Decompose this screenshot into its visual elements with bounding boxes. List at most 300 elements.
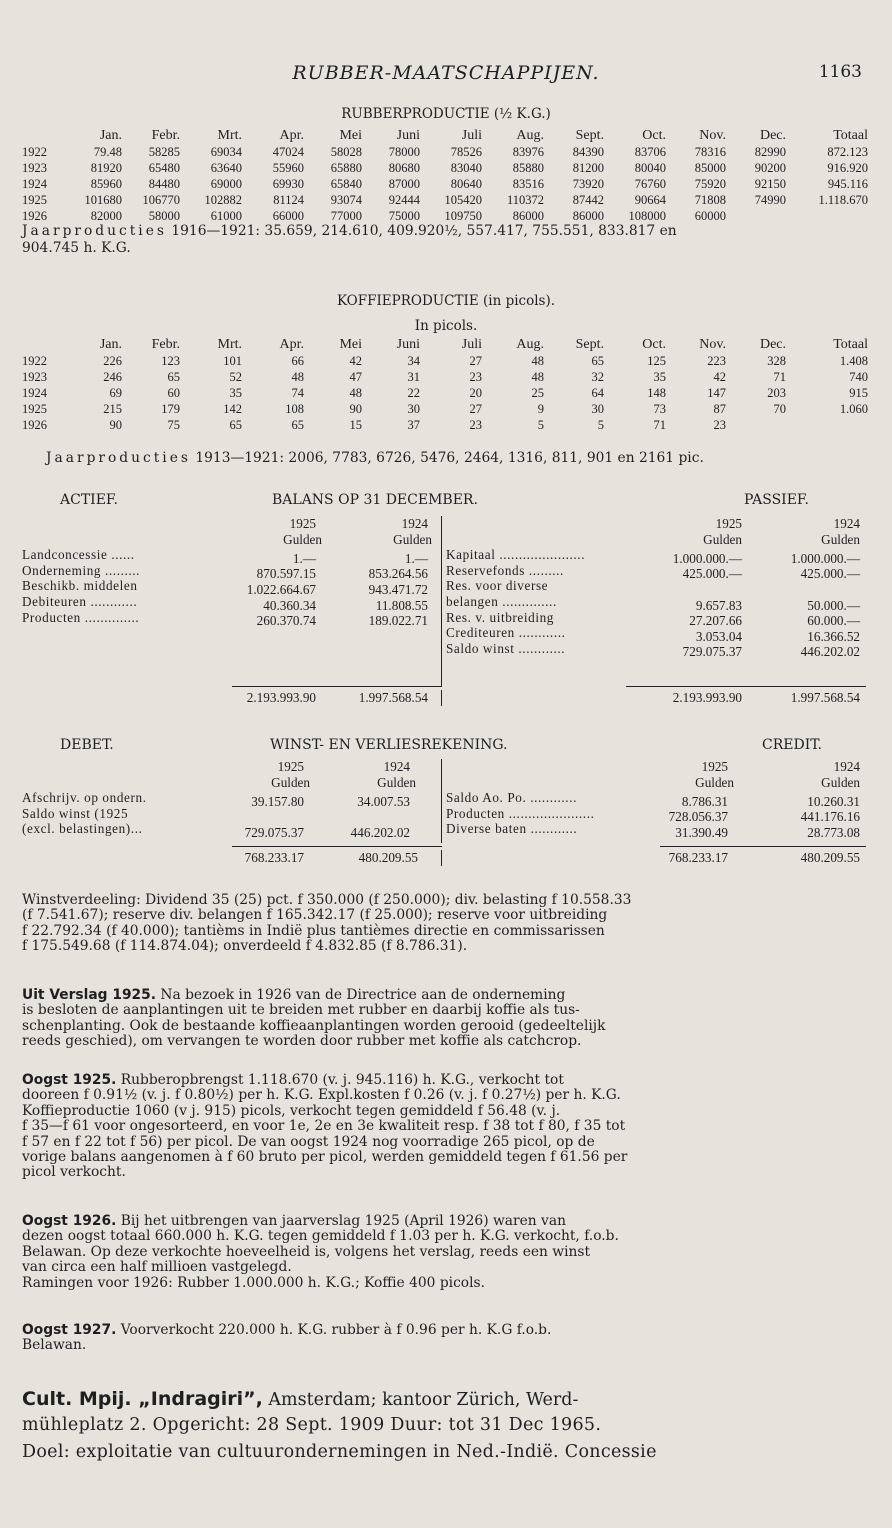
ledger-value-1925: 1.022.664.67 [246,581,316,597]
ledger-value-1924: 1.— [404,550,428,566]
value-cell: 48 [349,386,362,400]
jaarproductie-label: Jaarproducties [46,450,191,466]
value-cell: 27 [469,354,482,368]
value-cell: 58285 [148,145,180,159]
value-cell: 52 [229,370,242,384]
column-header: Totaal [833,336,868,352]
value-cell: 945.116 [827,177,868,191]
jaarproductie-text: 1916—1921: 35.659, 214.610, 409.920½, 557.417, 755.551, 833.817 en [171,223,677,239]
value-cell: 58028 [330,145,362,159]
ledger-value-1925: 728.056.37 [668,809,728,825]
value-cell: 83040 [450,161,482,175]
table-row [22,208,868,224]
rubber-jaarproductie [22,223,677,239]
ledger-value-1924: 1.000.000.— [790,550,860,566]
winst-divider [441,759,442,843]
column-header: Nov. [699,127,726,143]
company-entry-line3: Doel: exploitatie van cultuurondernemingen in Ned.-Indië. Concessie [22,1442,657,1462]
ledger-row [446,821,866,840]
value-cell: 69034 [210,145,242,159]
value-cell: 64 [591,386,604,400]
value-cell: 23 [469,418,482,432]
year-cell: 1922 [22,145,47,159]
text-line: Bij het uitbrengen van jaarverslag 1925 (April 1926) waren van [116,1213,566,1229]
value-cell: 71 [653,418,666,432]
balans-passief [446,516,866,660]
year-1924: 1924 [833,759,860,774]
text-line: van circa een half millioen vastgelegd. [22,1259,292,1276]
total-1925: 768.233.17 [668,850,728,865]
ledger-value-1925: 31.390.49 [675,824,728,840]
ledger-label: Res. v. uitbreiding [446,609,554,625]
value-cell: 22 [407,386,420,400]
value-cell: 42 [349,354,362,368]
column-header: Aug. [516,127,544,143]
value-cell: 75 [167,418,180,432]
value-cell: 58000 [148,209,180,223]
ledger-row [446,640,866,660]
ledger-value-1924: 441.176.16 [800,809,860,825]
year-1925: 1925 [715,516,742,531]
value-cell: 37 [407,418,420,432]
value-cell: 90 [109,418,122,432]
column-header: Jan. [99,127,122,143]
winst-total-left [22,850,442,866]
ledger-row [22,790,442,809]
jaarproductie-label: Jaarproducties [22,223,167,239]
balans-total-right [446,690,866,706]
value-cell: 93074 [330,193,362,207]
winst-debet [22,759,442,840]
value-cell: 82000 [90,209,122,223]
value-cell: 78526 [450,145,482,159]
value-cell: 42 [713,370,726,384]
value-cell: 65 [591,354,604,368]
header-row [22,127,868,144]
value-cell [786,417,868,433]
year-cell: 1926 [22,209,47,223]
value-cell: 48 [531,370,544,384]
column-header: Aug. [516,336,544,352]
value-cell: 69930 [272,177,304,191]
unit-gulden: Gulden [377,774,416,790]
value-cell: 47024 [272,145,304,159]
total-1925: 768.233.17 [244,850,304,865]
value-cell: 65 [291,418,304,432]
actief-label: ACTIEF. [60,492,118,508]
total-1924: 1.997.568.54 [790,690,860,705]
year-cell: 1922 [22,354,47,368]
column-header: Jan. [99,336,122,352]
value-cell: 86000 [572,209,604,223]
value-cell: 82990 [754,145,786,159]
ledger-label: Beschikb. middelen [22,578,138,594]
value-cell: 65880 [330,161,362,175]
year-1924: 1924 [833,516,860,531]
value-cell: 30 [407,402,420,416]
year-cell: 1923 [22,161,47,175]
value-cell: 83706 [634,145,666,159]
text-line: dezen oogst totaal 660.000 h. K.G. tegen gemiddeld f 1.03 per h. K.G. verkocht, f.o.b. [22,1228,619,1245]
text-line: is besloten de aanplantingen uit te breiden met rubber en daarbij koffie als tus- [22,1002,580,1019]
text-line: Rubberopbrengst 1.118.670 (v. j. 945.116) h. K.G., verkocht tot [116,1072,564,1088]
ledger-row [446,805,866,825]
value-cell: 872.123 [827,145,868,159]
balans-title: BALANS OP 31 DECEMBER. [272,492,478,508]
text-line: dooreen f 0.91½ (v. j. f 0.80½) per h. K.G. Expl.kosten f 0.26 (v. j. f 0.27½) per h. K.G. [22,1087,621,1104]
value-cell: 83516 [512,177,544,191]
value-cell: 87000 [388,177,420,191]
text-line: reeds geschied), om vervangen te worden door rubber met koffie als catchcrop. [22,1033,582,1050]
ledger-value-1924: 943.471.72 [368,581,428,597]
value-cell: 65 [229,418,242,432]
column-header: Oct. [642,127,666,143]
value-cell: 71 [773,370,786,384]
winst-title: WINST- EN VERLIESREKENING. [270,737,508,753]
ledger-value-1925: 1.— [292,550,316,566]
year-cell: 1925 [22,193,47,207]
ledger-row [446,562,866,582]
value-cell: 66000 [272,209,304,223]
ledger-row [22,562,442,582]
text-line: Voorverkocht 220.000 h. K.G. rubber à f 0.96 per h. K.G f.o.b. [116,1322,552,1338]
winst-divider-total [441,850,442,866]
unit-gulden: Gulden [283,531,322,547]
value-cell: 27 [469,402,482,416]
value-cell: 69 [109,386,122,400]
value-cell: 76760 [634,177,666,191]
value-cell: 78316 [694,145,726,159]
ledger-row [446,593,866,613]
ledger-row [446,790,866,809]
value-cell: 105420 [444,193,482,207]
value-cell: 179 [161,402,180,416]
value-cell: 79.48 [93,145,122,159]
text-line: vorige balans aangenomen à f 60 bruto per picol, werden gemiddeld tegen f 61.56 per [22,1149,628,1166]
ledger-value-1925: 39.157.80 [251,793,304,809]
text-line: Amsterdam; kantoor Zürich, Werd- [262,1390,579,1410]
value-cell: 87 [713,402,726,416]
text-line: Belawan. Op deze verkochte hoeveelheid is, volgens het verslag, reeds een winst [22,1243,591,1260]
text-line: f 22.792.34 (f 40.000); tantièms in Indië plus tantièmes directie en commissarissen [22,922,605,939]
ledger-value-1924: 853.264.56 [368,566,428,582]
value-cell: 102882 [204,193,242,207]
ledger-row [22,547,442,566]
table-row [22,417,868,433]
column-header: Mrt. [217,127,242,143]
ledger-label: Saldo Ao. Po. ............ [446,790,578,806]
winst-total-rule-left [232,846,442,847]
value-cell: 35 [229,386,242,400]
balans-divider [441,516,442,686]
value-cell: 74 [291,386,304,400]
unit-gulden: Gulden [703,531,742,547]
ledger-value-1924: 60.000.— [807,613,860,629]
ledger-label: Onderneming ......... [22,562,141,578]
ledger-label: Producten ...................... [446,805,595,821]
rubber-table-title: RUBBERPRODUCTIE (½ K.G.) [341,106,551,122]
total-1925: 2.193.993.90 [246,690,316,705]
column-header: Sept. [575,336,604,352]
rubber-production-table [22,127,868,224]
column-header: Totaal [833,127,868,143]
column-header: Mei [339,336,362,352]
balans-total-left [22,690,442,706]
value-cell: 73920 [572,177,604,191]
column-header: Sept. [575,127,604,143]
value-cell: 915 [849,386,868,400]
column-header: Oct. [642,336,666,352]
ledger-label: belangen .............. [446,593,557,609]
column-header: Febr. [151,336,180,352]
value-cell: 87442 [572,193,604,207]
ledger-value-1925: 260.370.74 [256,613,316,629]
value-cell: 110372 [506,193,544,207]
ledger-row [446,578,866,594]
column-header: Dec. [759,127,786,143]
value-cell: 30 [591,402,604,416]
ledger-label: Crediteuren ............ [446,625,566,641]
value-cell: 203 [767,386,786,400]
column-header: Juli [461,127,482,143]
value-cell: 108 [285,402,304,416]
column-header: Juli [461,336,482,352]
year-1925: 1925 [701,759,728,774]
passief-label: PASSIEF. [744,492,809,508]
total-1924: 480.209.55 [800,850,860,865]
ledger-value-1925: 9.657.83 [695,597,742,613]
value-cell: 55960 [272,161,304,175]
column-header: Mei [339,127,362,143]
unit-gulden: Gulden [821,531,860,547]
winstverdeeling-paragraph [22,893,866,955]
year-cell: 1923 [22,370,47,384]
koffie-table-subtitle: In picols. [414,318,478,334]
text-line: Ramingen voor 1926: Rubber 1.000.000 h. K.G.; Koffie 400 picols. [22,1274,485,1291]
ledger-label: Diverse baten ............ [446,821,578,837]
value-cell: 71808 [694,193,726,207]
table-row [22,176,868,192]
ledger-label: Producten .............. [22,609,140,625]
year-1925: 1925 [289,516,316,531]
value-cell: 328 [767,354,786,368]
value-cell: 31 [407,370,420,384]
ledger-row [22,806,442,822]
koffie-production-table [22,336,868,433]
value-cell: 1.118.670 [818,193,868,207]
ledger-value-1924: 16.366.52 [807,628,860,644]
oogst-1926-paragraph [22,1214,866,1291]
value-cell: 90200 [754,161,786,175]
ledger-label: Debiteuren ............ [22,593,138,609]
value-cell: 77000 [330,209,362,223]
ledger-value-1925: 1.000.000.— [672,550,742,566]
ledger-value-1925: 870.597.15 [256,566,316,582]
koffie-table-title: KOFFIEPRODUCTIE (in picols). [336,293,556,309]
ledger-value-1924: 50.000.— [807,597,860,613]
company-entry-line2: mühleplatz 2. Opgericht: 28 Sept. 1909 Duur: tot 31 Dec 1965. [22,1415,602,1435]
table-row [22,160,868,176]
text-line: schenplanting. Ook de bestaande koffieaanplantingen worden gerooid (gedeeltelijk [22,1017,606,1034]
value-cell: 25 [531,386,544,400]
value-cell [786,208,868,224]
text-line: Belawan. [22,1337,87,1354]
value-cell: 92444 [388,193,420,207]
ledger-value-1925: 3.053.04 [695,628,742,644]
koffie-jaarproductie [46,450,704,466]
value-cell: 1.060 [839,402,868,416]
value-cell: 80040 [634,161,666,175]
year-1924: 1924 [383,759,410,774]
value-cell: 101 [223,354,242,368]
value-cell: 70 [773,402,786,416]
ledger-value-1925: 425.000.— [682,566,742,582]
year-cell: 1926 [22,418,47,432]
unit-gulden: Gulden [821,774,860,790]
value-cell: 80680 [388,161,420,175]
rubber-jaarproductie-cont: 904.745 h. K.G. [22,240,131,256]
value-cell: 23 [469,370,482,384]
section-heading: Oogst 1926. [22,1213,117,1229]
ledger-value-1924: 189.022.71 [368,613,428,629]
unit-gulden: Gulden [393,531,432,547]
value-cell: 101680 [84,193,122,207]
year-cell: 1924 [22,386,47,400]
value-cell: 75920 [694,177,726,191]
value-cell: 48 [531,354,544,368]
ledger-value-1924: 11.808.55 [375,597,428,613]
value-cell: 81920 [90,161,122,175]
value-cell: 226 [103,354,122,368]
ledger-row [22,593,442,613]
value-cell: 223 [707,354,726,368]
balans-total-rule-right [626,686,866,687]
value-cell: 106770 [142,193,180,207]
ledger-value-1925: 729.075.37 [244,824,304,840]
value-cell: 74990 [754,193,786,207]
balans-divider-total [441,690,442,706]
ledger-value-1924: 446.202.02 [350,824,410,840]
text-line: Koffieproductie 1060 (v j. 915) picols, verkocht tegen gemiddeld f 56.48 (v. j. [22,1102,561,1119]
text-line: f 57 en f 22 tot f 56) per picol. De van oogst 1924 nog voorradige 265 picol, op de [22,1133,595,1150]
value-cell: 78000 [388,145,420,159]
year-cell: 1924 [22,177,47,191]
column-header: Juni [396,336,420,352]
table-row [22,353,868,369]
ledger-label: Landconcessie ...... [22,547,135,563]
company-name: Cult. Mpij. „Indragiri”, [22,1388,263,1410]
value-cell: 83976 [512,145,544,159]
column-header: Febr. [151,127,180,143]
value-cell: 48 [291,370,304,384]
value-cell: 60 [167,386,180,400]
value-cell: 90 [349,402,362,416]
balans-total-rule-left [232,686,442,687]
text-line: Na bezoek in 1926 van de Directrice aan de onderneming [156,987,566,1003]
value-cell: 147 [707,386,726,400]
ledger-row [446,547,866,566]
value-cell: 81124 [273,193,304,207]
ledger-value-1925: 40.360.34 [263,597,316,613]
value-cell: 34 [407,354,420,368]
total-1924: 1.997.568.54 [358,690,428,705]
ledger-value-1925: 8.786.31 [681,793,728,809]
total-1925: 2.193.993.90 [672,690,742,705]
value-cell: 81200 [572,161,604,175]
value-cell: 63640 [210,161,242,175]
value-cell: 108000 [628,209,666,223]
ledger-label: Afschrijv. op ondern. [22,790,147,806]
value-cell: 15 [349,418,362,432]
value-cell: 9 [537,402,544,416]
value-cell: 75000 [388,209,420,223]
ledger-value-1924: 10.260.31 [807,793,860,809]
table-row [22,144,868,160]
winst-total-right [446,850,866,866]
value-cell: 65840 [330,177,362,191]
ledger-value-1924: 28.773.08 [807,824,860,840]
value-cell: 73 [653,402,666,416]
value-cell: 61000 [210,209,242,223]
value-cell: 60000 [694,209,726,223]
header-row [22,336,868,353]
value-cell: 80640 [450,177,482,191]
ledger-label: Res. voor diverse [446,578,549,594]
year-1925: 1925 [277,759,304,774]
value-cell: 90664 [634,193,666,207]
section-heading: Oogst 1925. [22,1072,117,1088]
value-cell: 215 [103,402,122,416]
value-cell: 84480 [148,177,180,191]
ledger-value-1924: 34.007.53 [357,793,410,809]
value-cell: 916.920 [827,161,868,175]
value-cell: 148 [647,386,666,400]
ledger-value-1925: 27.207.66 [689,613,742,629]
oogst-1925-paragraph [22,1073,866,1181]
unit-gulden: Gulden [271,774,310,790]
value-cell: 123 [161,354,180,368]
company-entry-line1 [22,1388,578,1410]
value-cell: 23 [713,418,726,432]
value-cell: 142 [223,402,242,416]
value-cell: 85000 [694,161,726,175]
ledger-label: Saldo winst (1925 [22,805,129,821]
text-line: (f 7.541.67); reserve div. belangen f 165.342.17 (f 25.000); reserve voor uitbreiding [22,907,608,924]
year-cell: 1925 [22,402,47,416]
value-cell [726,417,786,433]
value-cell: 85880 [512,161,544,175]
ledger-value-1925: 729.075.37 [682,644,742,660]
table-row [22,401,868,417]
text-line: f 35—f 61 voor ongesorteerd, en voor 1e, 2e en 3e kwaliteit resp. f 38 tot f 80, f 35 tot [22,1118,626,1135]
credit-label: CREDIT. [762,737,822,753]
ledger-value-1924: 425.000.— [800,566,860,582]
table-row [22,385,868,401]
total-1924: 480.209.55 [358,850,418,865]
value-cell: 65480 [148,161,180,175]
value-cell: 35 [653,370,666,384]
value-cell: 86000 [512,209,544,223]
value-cell: 246 [103,370,122,384]
corner-cell [22,127,64,144]
column-header: Dec. [759,336,786,352]
ledger-label: Reservefonds ......... [446,562,564,578]
section-heading: Oogst 1927. [22,1322,117,1338]
value-cell: 32 [591,370,604,384]
jaarproductie-text: 1913—1921: 2006, 7783, 6726, 5476, 2464, 1316, 811, 901 en 2161 pic. [195,450,704,466]
debet-label: DEBET. [60,737,114,753]
page-header-title: RUBBER-MAATSCHAPPIJEN. [292,62,600,84]
